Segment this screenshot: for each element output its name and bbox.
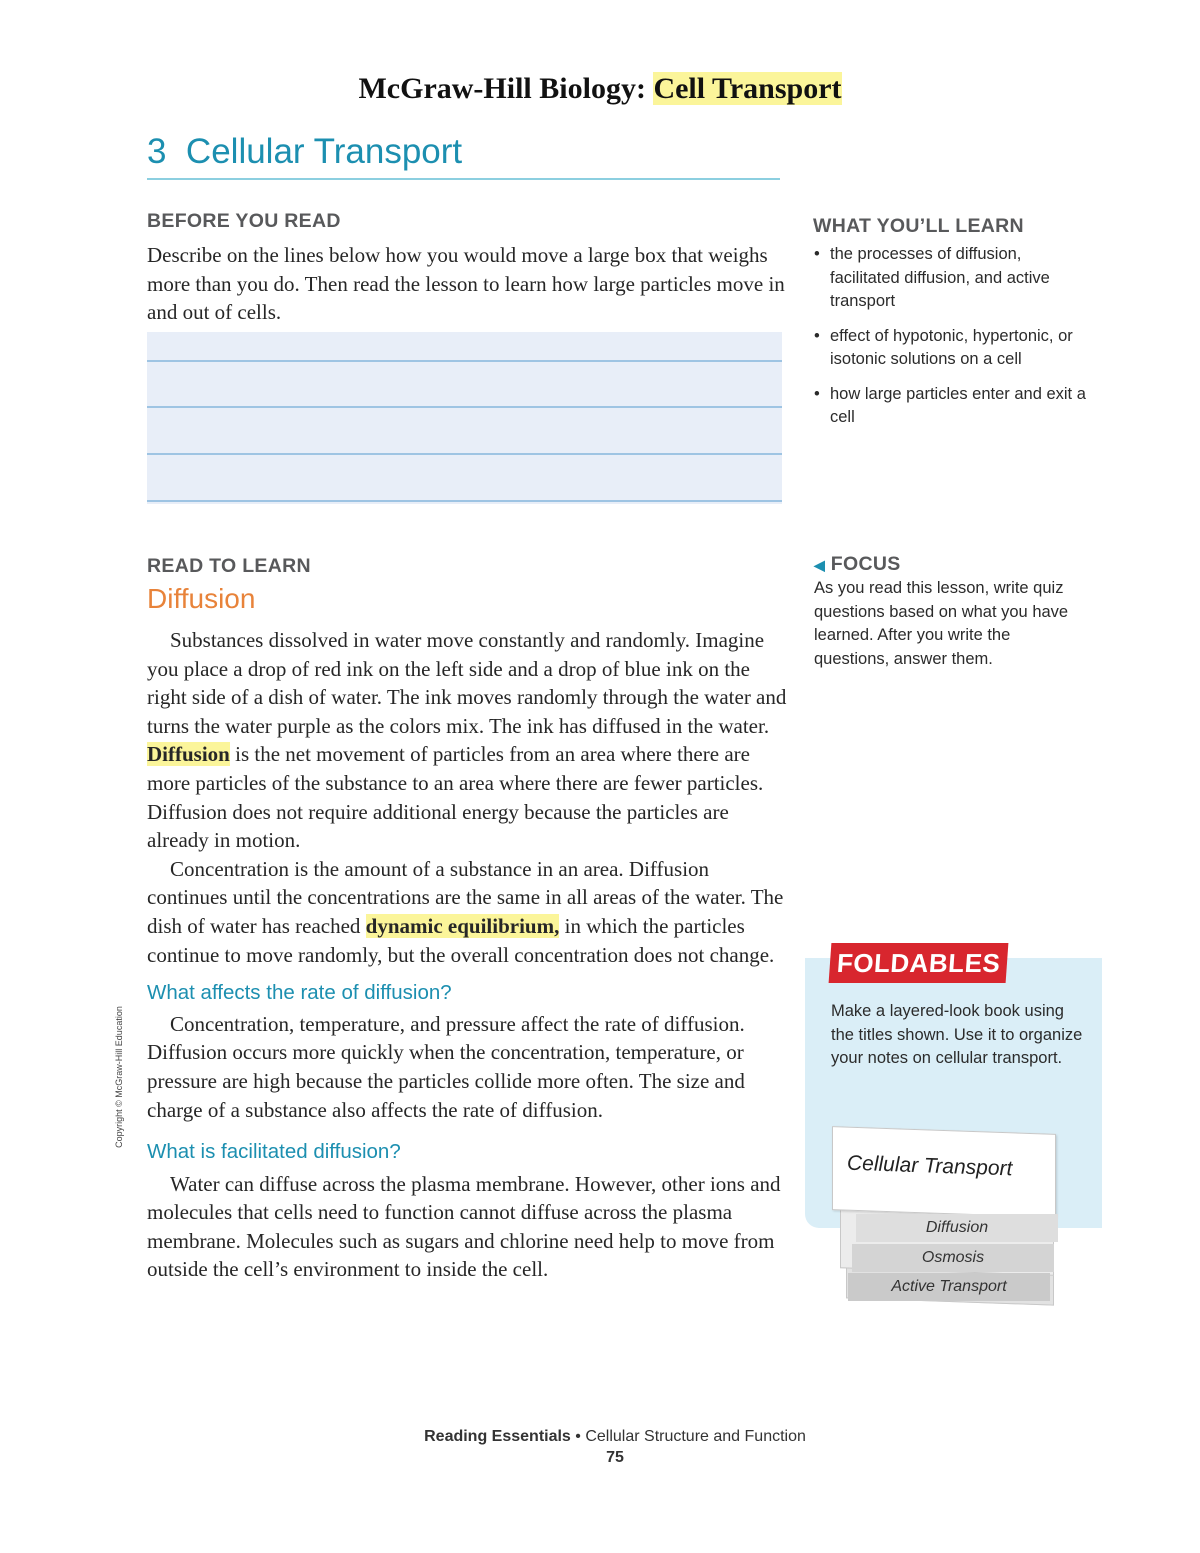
answer-line (147, 406, 782, 408)
paragraph (147, 855, 787, 969)
chapter-rule (147, 178, 780, 180)
header-highlight: Cell Transport (653, 72, 842, 105)
learn-item: • effect of hypotonic, hypertonic, or isotonic solutions on a cell (814, 325, 1089, 372)
book-tab: Diffusion (856, 1214, 1058, 1242)
vocab-term: Diffusion (147, 742, 230, 767)
book-title: Cellular Transport (847, 1151, 1013, 1181)
paragraph: Water can diffuse across the plasma membrane. However, other ions and molecules that cells need to function cannot diffuse across the plasma membrane. Molecules such as sugars and chlorine need help to move from outside the cell’s environment to inside the cell. (147, 1171, 781, 1282)
chapter-title (147, 132, 462, 172)
answer-line (147, 453, 782, 455)
section-title: Diffusion (147, 583, 256, 614)
answer-line (147, 360, 782, 362)
foldables-logo: FOLDABLES (829, 943, 1009, 983)
before-you-read-text: Describe on the lines below how you would move a large box that weighs more than you do. Then read the lesson to learn how large particles move in and out of cells. (147, 243, 785, 325)
layered-book-illustration (832, 1130, 1062, 1305)
page-footer (0, 1428, 1200, 1446)
chapter-title-text: Cellular Transport (185, 132, 463, 171)
header-prefix: McGraw-Hill Biology: (358, 72, 646, 105)
book-tab: Osmosis (852, 1244, 1054, 1272)
paragraph-text: Concentration is the amount of a substance in an area. Diffusion continues until the concentrations are the same in all areas of the water. The dish of water has reached (147, 856, 784, 938)
answer-line (147, 500, 782, 502)
footer-book: Reading Essentials (424, 1428, 571, 1445)
before-you-read-label: BEFORE YOU READ (147, 210, 341, 232)
paragraph-text: in which the particles continue to move randomly, but the overall concentration does not change. (147, 913, 775, 967)
subheading: What is facilitated diffusion? (147, 1140, 401, 1164)
what-youll-learn-label: WHAT YOU’LL LEARN (813, 215, 1024, 237)
chapter-number: 3 (147, 132, 167, 171)
page-number: 75 (606, 1449, 624, 1466)
paragraph-text: Substances dissolved in water move constantly and randomly. Imagine you place a drop of red ink on the left side and a drop of blue ink on the right side of a dish of water. The ink moves randomly through the water and turns the water purple as the colors mix. The ink has diffused in the water. (147, 628, 787, 738)
learn-item: • the processes of diffusion, facilitated diffusion, and active transport (814, 243, 1089, 314)
learn-item: • how large particles enter and exit a cell (814, 383, 1089, 430)
read-to-learn-label: READ TO LEARN (147, 555, 311, 577)
paragraph-text: is the net movement of particles from an area where there are more particles of the substance to an area where there are fewer particles. Diffusion does not require additional energy because the particles are already in motion. (147, 742, 764, 853)
paragraph (147, 626, 787, 855)
book-cover (832, 1126, 1056, 1218)
book-tab: Active Transport (848, 1273, 1050, 1301)
triangle-left-icon: ◀ (814, 557, 826, 573)
footer-separator: • (570, 1428, 586, 1445)
answer-lines[interactable] (147, 332, 782, 504)
footer-unit: Cellular Structure and Function (585, 1428, 806, 1445)
vocab-term: dynamic equilibrium, (365, 913, 560, 938)
focus-text: As you read this lesson, write quiz questions based on what you have learned. After you write the questions, answer them. (814, 579, 1069, 668)
main-column (147, 626, 787, 1284)
focus-label (814, 553, 901, 576)
document-header (0, 72, 1200, 106)
paragraph: Concentration, temperature, and pressure affect the rate of diffusion. Diffusion occurs more quickly when the concentration, temperature, or pressure are high because the particles collide more often. The size and charge of a substance also affects the rate of diffusion. (147, 1011, 745, 1122)
foldables-text: Make a layered-look book using the titles shown. Use it to organize your notes on cellular transport. (831, 1002, 1083, 1067)
copyright-note: Copyright © McGraw-Hill Education (114, 1006, 124, 1148)
what-youll-learn-list (814, 243, 1089, 441)
focus-label-text: FOCUS (830, 553, 901, 575)
subheading: What affects the rate of diffusion? (147, 981, 452, 1005)
